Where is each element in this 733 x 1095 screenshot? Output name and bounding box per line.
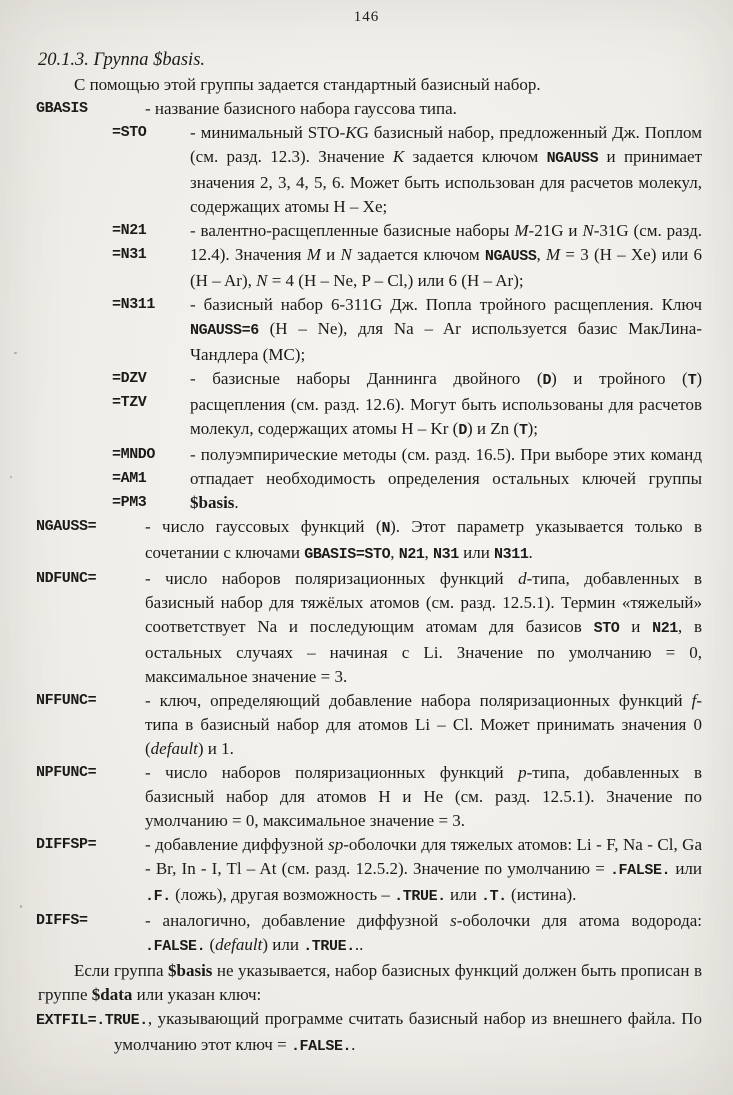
- keyword-inline: GBASIS=STO: [304, 546, 391, 563]
- text-run: N: [582, 221, 594, 240]
- text-run: ..: [354, 935, 364, 954]
- keyword-inline: T: [687, 372, 697, 389]
- text-run: default: [150, 739, 198, 758]
- text-run: -типа, добавленных в базисный набор для атомов H и He (см. разд. 12.5.1). Значение по умолчанию = 0, максимальное значение = 3.: [145, 763, 702, 830]
- keyword-inline: STO: [593, 620, 620, 637]
- text-run: - полуэмпирические методы (см. разд. 16.5). При выборе этих команд отпадает необходимость определения остальных ключей группы: [190, 445, 702, 488]
- definition-entry: [36, 515, 702, 567]
- definition-entry: [112, 219, 702, 293]
- text-run: - название базисного набора гауссова типа.: [145, 99, 457, 118]
- keyword-label: NPFUNC=: [36, 764, 97, 781]
- text-run: Если группа: [74, 961, 168, 980]
- text-run: или: [445, 885, 481, 904]
- keyword-inline: N: [381, 520, 391, 537]
- keyword-column: [36, 97, 145, 121]
- keyword-column: [112, 367, 190, 415]
- keyword-inline: .FALSE.: [609, 862, 671, 879]
- text-run: - минимальный STO-: [190, 123, 346, 142]
- intro-paragraph: С помощью этой группы задается стандартный базисный набор.: [74, 75, 541, 94]
- keyword-label: GBASIS: [36, 100, 88, 117]
- keyword-column: [36, 567, 145, 591]
- definition-text: [145, 909, 702, 959]
- text-run: не указывается, набор базисных функций должен быть прописан в группе: [38, 961, 703, 1004]
- text-run: ) и Zn (: [466, 419, 520, 438]
- keyword-inline: .TRUE.: [303, 938, 355, 955]
- keyword-label: NDFUNC=: [36, 570, 97, 587]
- text-run: - валентно-расщепленные базисные наборы: [190, 221, 515, 240]
- keyword-label: =AM1: [112, 470, 147, 487]
- text-run: -31G (см. разд. 12.4). Значения: [190, 221, 702, 264]
- definition-text: [190, 367, 702, 443]
- scan-speck: [14, 352, 17, 354]
- text-run: f: [691, 691, 697, 710]
- definition-text: [190, 443, 702, 515]
- text-run: $basis: [168, 961, 213, 980]
- text-run: или: [458, 543, 495, 562]
- text-run: , указывающий программе считать базисный набор из внешнего файла. По умолчанию этот ключ =: [114, 1009, 702, 1054]
- text-run: - число наборов поляризационных функций: [145, 763, 519, 782]
- text-run: ,: [390, 543, 399, 562]
- extfil-paragraph: [36, 1007, 702, 1059]
- keyword-inline: .T.: [480, 888, 507, 905]
- text-run: - базисный набор 6-311G Дж. Попла тройного расщепления. Ключ: [190, 295, 702, 314]
- text-run: ) расщепления (см. разд. 12.6). Могут быть использованы для расчетов молекул, содержащих атомы H – Kr (: [190, 369, 702, 438]
- text-run: - аналогично, добавление диффузной: [145, 911, 451, 930]
- keyword-label: =N31: [112, 246, 147, 263]
- definition-entry: [112, 293, 702, 367]
- scan-speck: [10, 476, 12, 478]
- text-run: = 3 (H – Xe) или 6 (H – Ar),: [190, 245, 703, 290]
- keyword-inline: T: [519, 422, 528, 439]
- definition-text: [145, 833, 702, 909]
- text-run: G базисный набор, предложенный Дж. Поплом (см. разд. 12.3). Значение: [190, 123, 702, 166]
- keyword-label: =TZV: [112, 394, 147, 411]
- definition-entry: [112, 367, 702, 443]
- text-run: p: [518, 763, 527, 782]
- text-run: и: [320, 245, 341, 264]
- keyword-column: [36, 515, 145, 539]
- text-run: или: [670, 859, 702, 878]
- text-run: и принимает значения 2, 3, 4, 5, 6. Может быть использован для расчетов молекул, содержащих атомы H – Xe;: [190, 147, 702, 216]
- text-run: ) и 1.: [197, 739, 234, 758]
- definitions-list: [0, 97, 733, 959]
- keyword-column: [36, 761, 145, 785]
- scan-speck: [20, 905, 22, 908]
- keyword-label: =MNDO: [112, 446, 156, 463]
- keyword-column: [112, 443, 190, 515]
- keyword-label: DIFFS=: [36, 912, 88, 929]
- text-run: ). Этот параметр указывается только в сочетании с ключами: [145, 517, 702, 562]
- text-run: $basis: [190, 493, 235, 512]
- keyword-column: [36, 909, 145, 933]
- definition-entry: [36, 909, 702, 959]
- text-run: s: [450, 911, 457, 930]
- text-run: d: [518, 569, 527, 588]
- text-run: N: [340, 245, 352, 264]
- text-run: -оболочки для тяжелых атомов: Li - F, Na - Cl, Ga - Br, In - I, Tl – At (см. разд. 12.5.2). Значение по умолчанию =: [145, 835, 702, 878]
- text-run: N: [256, 271, 268, 290]
- keyword-column: [112, 293, 190, 317]
- text-run: (H – Ne), для Na – Ar используется базис МакЛина-Чандлера (MC);: [190, 319, 702, 364]
- text-run: -оболочки для атома водорода:: [456, 911, 702, 930]
- text-run: - число наборов поляризационных функций: [145, 569, 519, 588]
- keyword-inline: .F.: [145, 888, 171, 905]
- text-run: M: [514, 221, 529, 240]
- keyword-inline: .TRUE.: [394, 888, 446, 905]
- keyword-inline: NGAUSS: [484, 248, 537, 265]
- text-run: sp: [328, 835, 344, 854]
- text-run: .: [351, 1035, 356, 1054]
- keyword-inline: N21: [652, 620, 678, 637]
- keyword-inline: N31: [433, 546, 459, 563]
- text-run: ) или: [262, 935, 304, 954]
- definition-entry: [36, 689, 702, 761]
- keyword-label: =N21: [112, 222, 147, 239]
- text-run: ) и тройного (: [551, 369, 688, 388]
- section-heading: 20.1.3. Группа $basis.: [38, 50, 206, 70]
- keyword-inline: D: [542, 372, 552, 389]
- text-run: (истина).: [506, 885, 577, 904]
- definition-text: [190, 219, 702, 293]
- keyword-label: NFFUNC=: [36, 692, 97, 709]
- definition-entry: [36, 833, 702, 909]
- text-run: (ложь), другая возможность –: [170, 885, 395, 904]
- keyword-inline: EXTFIL=.TRUE.: [36, 1012, 148, 1029]
- keyword-label: DIFFSP=: [36, 836, 97, 853]
- text-run: K: [392, 147, 405, 166]
- text-run: .: [234, 493, 239, 512]
- keyword-label: =DZV: [112, 370, 147, 387]
- keyword-column: [36, 689, 145, 713]
- definition-entry: [112, 443, 702, 515]
- text-run: -типа в базисный набор для атомов Li – Cl. Может принимать значения 0 (: [145, 691, 702, 758]
- text-run: - число гауссовых функций (: [145, 517, 382, 536]
- keyword-inline: NGAUSS: [546, 150, 599, 167]
- text-run: );: [527, 419, 539, 438]
- text-run: и: [619, 617, 653, 636]
- definition-entry: [36, 761, 702, 833]
- keyword-label: NGAUSS=: [36, 518, 97, 535]
- text-run: M: [306, 245, 321, 264]
- text-run: задается ключом: [404, 147, 547, 166]
- definition-text: [145, 567, 702, 689]
- text-run: (: [205, 935, 216, 954]
- definition-entry: [36, 567, 702, 689]
- text-run: .: [528, 543, 533, 562]
- keyword-label: =PM3: [112, 494, 147, 511]
- definition-text: [145, 761, 702, 833]
- definition-text: [145, 689, 702, 761]
- text-run: default: [215, 935, 263, 954]
- text-run: или указан ключ:: [132, 985, 262, 1004]
- text-run: -21G и: [528, 221, 583, 240]
- text-run: M: [545, 245, 561, 264]
- text-run: , в остальных случаях – начиная с Li. Значение по умолчанию = 0, максимальное значение = 3.: [145, 617, 702, 686]
- text-run: = 4 (H – Ne, P – Cl,) или 6 (H – Ar);: [267, 271, 524, 290]
- text-run: $data: [91, 985, 133, 1004]
- closing-paragraph: [38, 959, 702, 1007]
- definition-text: [145, 97, 702, 121]
- keyword-inline: N311: [494, 546, 529, 563]
- keyword-column: [36, 833, 145, 857]
- keyword-inline: N21: [398, 546, 425, 563]
- text-run: -типа, добавленных в базисный набор для тяжёлых атомов (см. разд. 12.5.1). Термин «тяжелый» соответствует Na и последующим атомам для базисов: [145, 569, 702, 636]
- text-run: ,: [536, 245, 546, 264]
- text-run: задается ключом: [351, 245, 485, 264]
- definition-text: [190, 293, 702, 367]
- keyword-inline: D: [458, 422, 467, 439]
- definition-text: [190, 121, 702, 219]
- keyword-inline: .FALSE.: [145, 938, 206, 955]
- definition-text: [145, 515, 702, 567]
- text-run: ,: [424, 543, 434, 562]
- text-run: K: [345, 123, 357, 142]
- text-run: - добавление диффузной: [145, 835, 329, 854]
- text-run: - базисные наборы Даннинга двойного (: [190, 369, 543, 388]
- text-run: - ключ, определяющий добавление набора поляризационных функций: [145, 691, 692, 710]
- keyword-label: =N311: [112, 296, 156, 313]
- page-number: 146: [353, 9, 380, 25]
- keyword-inline: NGAUSS=6: [190, 322, 259, 339]
- keyword-column: [112, 121, 190, 145]
- definition-entry: [112, 121, 702, 219]
- keyword-label: =STO: [112, 124, 147, 141]
- definition-entry: [36, 97, 702, 121]
- keyword-inline: .FALSE.: [290, 1038, 352, 1055]
- keyword-column: [112, 219, 190, 267]
